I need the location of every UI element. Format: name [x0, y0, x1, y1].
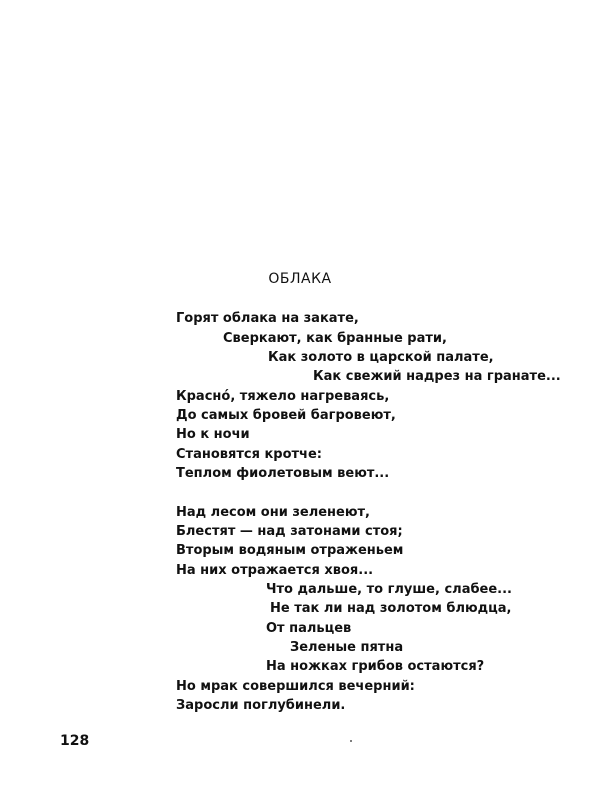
poem-line: На ножках грибов остаются?: [266, 659, 485, 674]
poem-line: Вторым водяным отраженьем: [176, 543, 404, 558]
print-speck: [350, 740, 352, 742]
poem-line: Блестят — над затонами стоя;: [176, 524, 403, 539]
poem-line: Над лесом они зеленеют,: [176, 505, 370, 520]
poem-line: На них отражается хвоя...: [176, 563, 374, 578]
poem-line: Что дальше, то глуше, слабее...: [266, 582, 512, 597]
poem-line: Горят облака на закате,: [176, 311, 359, 326]
page-number: 128: [60, 733, 90, 749]
poem-line: Становятся кротче:: [176, 447, 322, 462]
poem-line: Но мрак совершился вечерний:: [176, 679, 415, 694]
poem-line: До самых бровей багровеют,: [176, 408, 396, 423]
poem-line: Заросли поглубинели.: [176, 698, 346, 713]
poem-line: Красно́, тяжело нагреваясь,: [176, 389, 390, 404]
poem-line: Как золото в царской палате,: [268, 350, 494, 365]
poem-line: Как свежий надрез на гранате...: [313, 369, 561, 384]
poem-title: ОБЛАКА: [268, 271, 332, 287]
poem-line: Теплом фиолетовым веют...: [176, 466, 390, 481]
poem-line: Сверкают, как бранные рати,: [223, 331, 447, 346]
poem-line: Но к ночи: [176, 427, 250, 442]
poem-line: Не так ли над золотом блюдца,: [270, 601, 512, 616]
poem-line: Зеленые пятна: [290, 640, 404, 655]
poem-line: От пальцев: [266, 621, 352, 636]
